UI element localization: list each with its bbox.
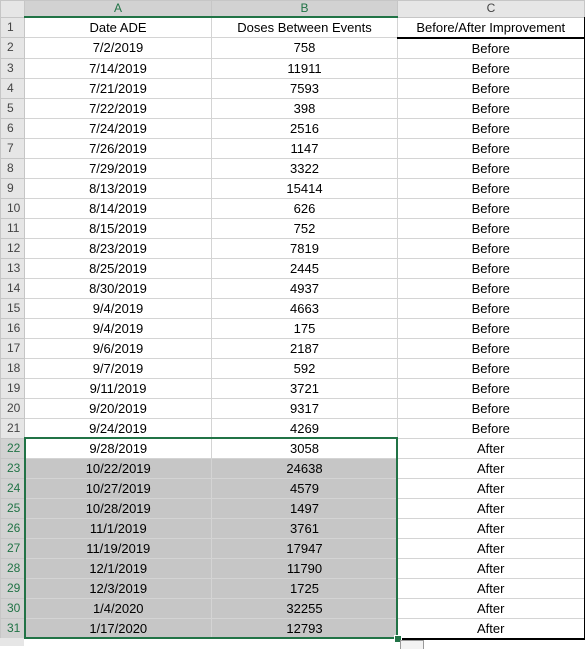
row-header[interactable]: 15 [1,298,25,318]
cell-doses[interactable]: 2445 [212,258,398,278]
cell-period[interactable]: Before [398,238,585,258]
row-header[interactable]: 3 [1,58,25,78]
cell-period[interactable]: Before [398,98,585,118]
cell-date[interactable]: 1/17/2020 [25,618,212,639]
cell-period[interactable]: After [398,438,585,458]
cell-period[interactable]: Before [398,218,585,238]
cell-date[interactable]: 8/23/2019 [25,238,212,258]
table-row [1,618,585,639]
cell-doses[interactable]: 1725 [212,578,398,598]
row-header[interactable]: 21 [1,418,25,438]
table-row [1,478,585,498]
cell-period[interactable]: After [398,598,585,618]
row-header[interactable]: 31 [1,618,25,639]
cell-period[interactable]: Before [398,138,585,158]
table-row [1,38,585,59]
cell-date[interactable]: 8/13/2019 [25,178,212,198]
row-header[interactable]: 23 [1,458,25,478]
row-header[interactable]: 18 [1,358,25,378]
cell-doses[interactable]: 12793 [212,618,398,639]
table-row [1,498,585,518]
row-header-overflow [0,638,24,646]
column-header-b[interactable]: B [212,1,398,18]
cell-period[interactable]: Before [398,258,585,278]
cell-doses[interactable]: 1147 [212,138,398,158]
cell-doses[interactable]: 15414 [212,178,398,198]
cell-date[interactable]: 8/15/2019 [25,218,212,238]
cell-date[interactable]: 11/19/2019 [25,538,212,558]
table-row [1,418,585,438]
cell-period[interactable]: Before [398,358,585,378]
table-row [1,238,585,258]
table-row [1,138,585,158]
table-row [1,458,585,478]
row-header[interactable]: 26 [1,518,25,538]
cell-date[interactable]: 7/22/2019 [25,98,212,118]
cell-doses[interactable]: 11911 [212,58,398,78]
cell-doses[interactable]: 3058 [212,438,398,458]
column-header-row [1,1,585,18]
cell-date[interactable]: 8/30/2019 [25,278,212,298]
row-header[interactable]: 2 [1,38,25,59]
row-header[interactable]: 17 [1,338,25,358]
row-header[interactable]: 4 [1,78,25,98]
header-cell-date[interactable]: Date ADE [25,17,212,38]
cell-date[interactable]: 10/27/2019 [25,478,212,498]
row-header[interactable]: 12 [1,238,25,258]
table-row [1,318,585,338]
cell-date[interactable]: 7/26/2019 [25,138,212,158]
cell-doses[interactable]: 24638 [212,458,398,478]
table-row [1,538,585,558]
cell-doses[interactable]: 592 [212,358,398,378]
cell-doses[interactable]: 752 [212,218,398,238]
row-header[interactable]: 27 [1,538,25,558]
table-row [1,558,585,578]
table-row [1,98,585,118]
cell-date[interactable]: 9/6/2019 [25,338,212,358]
row-header[interactable]: 11 [1,218,25,238]
cell-date[interactable]: 7/24/2019 [25,118,212,138]
cell-doses[interactable]: 3761 [212,518,398,538]
cell-date[interactable]: 9/4/2019 [25,298,212,318]
row-header[interactable]: 30 [1,598,25,618]
table-row [1,278,585,298]
cell-period[interactable]: Before [398,78,585,98]
cell-date[interactable]: 7/2/2019 [25,38,212,59]
cell-period[interactable]: Before [398,118,585,138]
row-header[interactable]: 19 [1,378,25,398]
cell-period[interactable]: Before [398,178,585,198]
cell-date[interactable]: 11/1/2019 [25,518,212,538]
table-row [1,338,585,358]
cell-doses[interactable]: 11790 [212,558,398,578]
cell-period[interactable]: After [398,458,585,478]
table-row [1,118,585,138]
cell-doses[interactable]: 175 [212,318,398,338]
cell-date[interactable]: 9/4/2019 [25,318,212,338]
cell-doses[interactable]: 4579 [212,478,398,498]
header-cell-period[interactable]: Before/After Improvement [398,17,585,38]
row-header[interactable]: 24 [1,478,25,498]
cell-date[interactable]: 7/29/2019 [25,158,212,178]
table-row [1,298,585,318]
cell-doses[interactable]: 2516 [212,118,398,138]
row-header[interactable]: 6 [1,118,25,138]
row-header[interactable]: 13 [1,258,25,278]
cell-period[interactable]: After [398,558,585,578]
cell-period[interactable]: After [398,498,585,518]
row-header[interactable]: 10 [1,198,25,218]
cell-period[interactable]: Before [398,418,585,438]
cell-date[interactable]: 9/11/2019 [25,378,212,398]
cell-doses[interactable]: 4269 [212,418,398,438]
column-header-c[interactable]: C [398,1,585,18]
table-row [1,398,585,418]
cell-doses[interactable]: 758 [212,38,398,59]
table-row [1,518,585,538]
cell-period[interactable]: Before [398,38,585,59]
cell-date[interactable]: 12/3/2019 [25,578,212,598]
row-header[interactable]: 22 [1,438,25,458]
cell-period[interactable]: Before [398,298,585,318]
cell-period[interactable]: Before [398,278,585,298]
cell-date[interactable]: 7/14/2019 [25,58,212,78]
row-header[interactable]: 20 [1,398,25,418]
cell-date[interactable]: 9/28/2019 [25,438,212,458]
row-header[interactable]: 1 [1,17,25,38]
table-row [1,598,585,618]
row-header[interactable]: 14 [1,278,25,298]
table-row [1,78,585,98]
cell-doses[interactable]: 1497 [212,498,398,518]
table-row [1,378,585,398]
row-header[interactable]: 5 [1,98,25,118]
cell-period[interactable]: Before [398,58,585,78]
cell-doses[interactable]: 7593 [212,78,398,98]
row-header[interactable]: 16 [1,318,25,338]
cell-date[interactable]: 10/22/2019 [25,458,212,478]
cell-date[interactable]: 9/20/2019 [25,398,212,418]
cell-period[interactable]: Before [398,398,585,418]
cell-doses[interactable]: 2187 [212,338,398,358]
row-header[interactable]: 7 [1,138,25,158]
cell-period[interactable]: Before [398,198,585,218]
cell-period[interactable]: Before [398,338,585,358]
cell-doses[interactable]: 17947 [212,538,398,558]
cell-date[interactable]: 9/7/2019 [25,358,212,378]
cell-doses[interactable]: 32255 [212,598,398,618]
header-cell-doses[interactable]: Doses Between Events [212,17,398,38]
cell-period[interactable]: After [398,578,585,598]
row-header[interactable]: 25 [1,498,25,518]
table-row [1,178,585,198]
table-row [1,218,585,238]
cell-date[interactable]: 12/1/2019 [25,558,212,578]
cell-doses[interactable]: 626 [212,198,398,218]
cell-period[interactable]: After [398,478,585,498]
table-row [1,578,585,598]
cell-date[interactable]: 9/24/2019 [25,418,212,438]
table-row [1,358,585,378]
table-row [1,198,585,218]
table-row [1,158,585,178]
cell-doses[interactable]: 7819 [212,238,398,258]
table-row [1,438,585,458]
cell-period[interactable]: Before [398,318,585,338]
cell-period[interactable]: Before [398,158,585,178]
quick-analysis-icon[interactable] [400,640,424,649]
cell-period[interactable]: After [398,518,585,538]
cell-period[interactable]: After [398,538,585,558]
cell-period[interactable]: Before [398,378,585,398]
select-all-corner[interactable] [1,1,25,18]
cell-date[interactable]: 7/21/2019 [25,78,212,98]
cell-doses[interactable]: 9317 [212,398,398,418]
cell-date[interactable]: 1/4/2020 [25,598,212,618]
row-header[interactable]: 28 [1,558,25,578]
table-row [1,58,585,78]
row-header[interactable]: 8 [1,158,25,178]
header-row [1,17,585,38]
row-header[interactable]: 9 [1,178,25,198]
column-header-a[interactable]: A [25,1,212,18]
table-row [1,258,585,278]
row-header[interactable]: 29 [1,578,25,598]
cell-period[interactable]: After [398,618,585,639]
cell-doses[interactable]: 3322 [212,158,398,178]
cell-date[interactable]: 8/25/2019 [25,258,212,278]
cell-doses[interactable]: 3721 [212,378,398,398]
cell-date[interactable]: 10/28/2019 [25,498,212,518]
cell-date[interactable]: 8/14/2019 [25,198,212,218]
cell-doses[interactable]: 398 [212,98,398,118]
cell-doses[interactable]: 4937 [212,278,398,298]
cell-doses[interactable]: 4663 [212,298,398,318]
